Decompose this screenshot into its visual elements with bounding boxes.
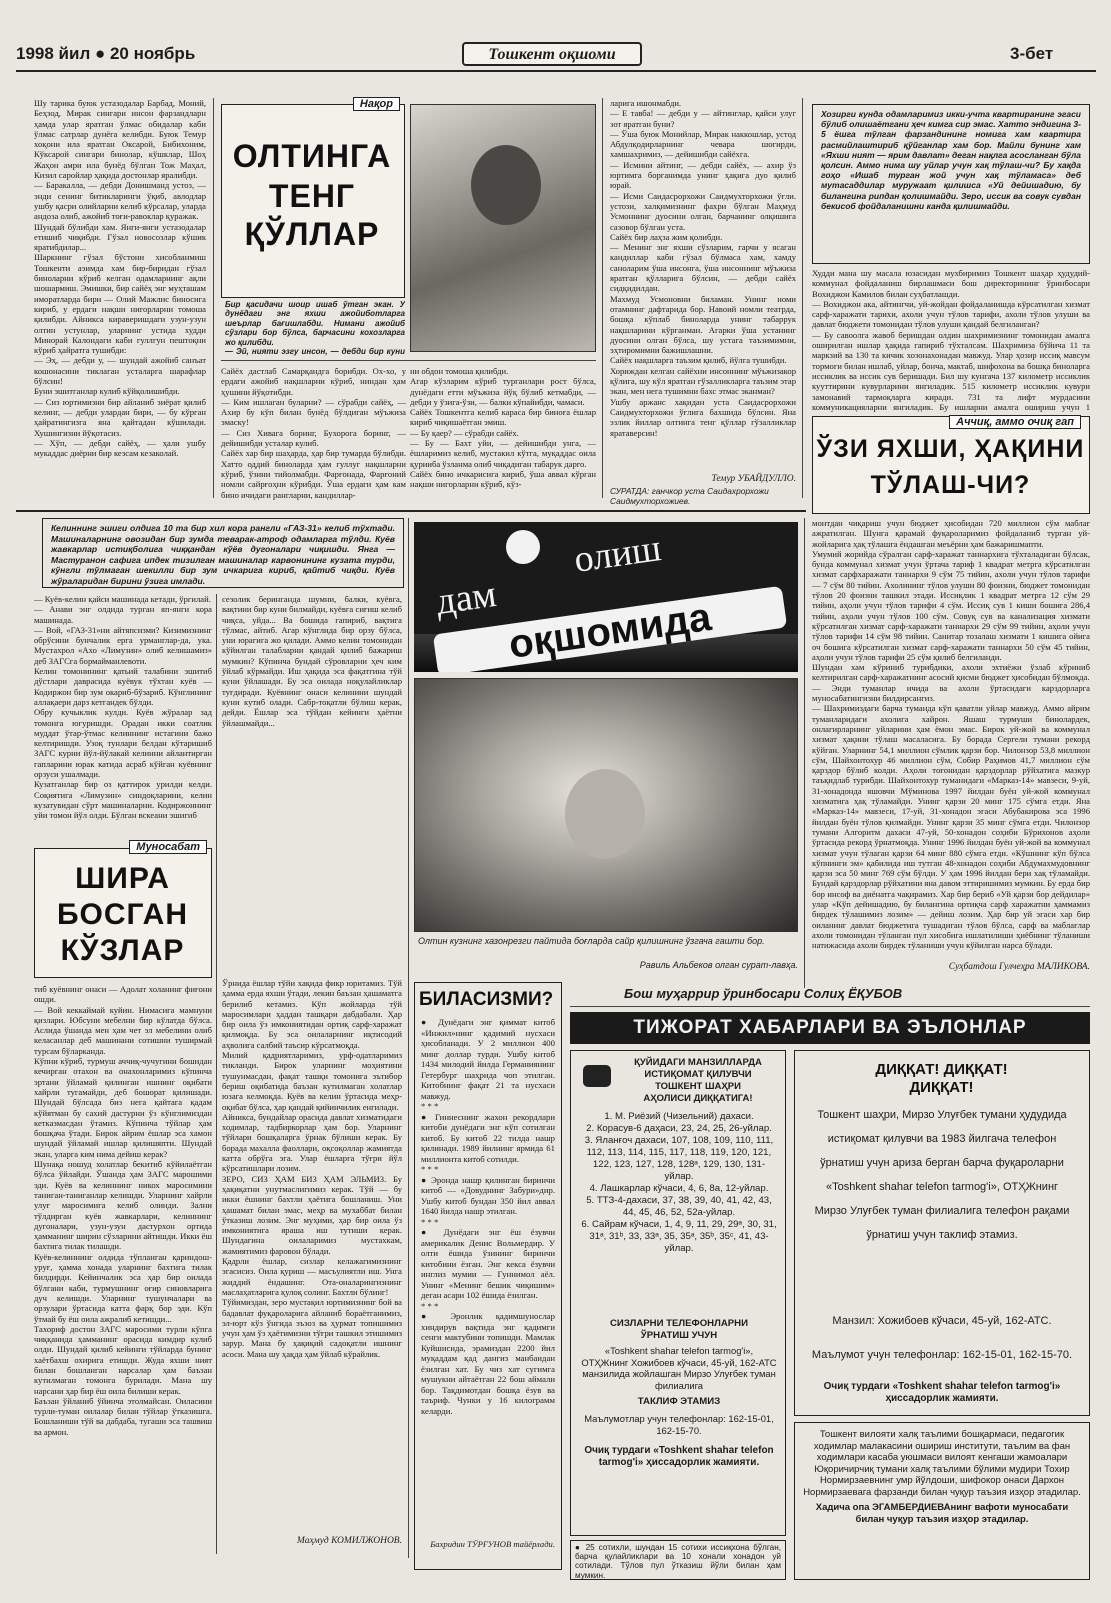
olt-title-line2: ТЕНГ ҚЎЛЛАР bbox=[244, 178, 380, 252]
banner-word1: дам bbox=[433, 573, 499, 623]
condolence-name: Хадича опа ЭГАМБЕРДИЕВАнинг вафоти муносабати билан чуқур таъзия изҳор этадилар. bbox=[815, 1502, 1069, 1525]
shira-col1-top: — Куёв-келин қайси машинада кетади, ўргилай. — Анави энг олдида турган яп-янги кора машинада. — Вой, «ГАЗ-31»ни айтяпсизми? Кизимизнинг обрўсини бунчалик ерга урманглар-да, ука. Мустахрол «Ахо «Лимузин» олиб келишамиз» деб ЗАГСга бормайманлевоти. Келин томонининг қатьий талабини эшитиб дўстлари давраcида куёвук тўхтан куёв — Кодиржон бир зум окариб-бўзариб. Кўнглининг аллақаери дарз кетгандек бўлди. Обру кучыклик кулди. Куёв жўралар зад томонга югуришди. Орадан икки соатлик муддат ўтар-ўтмас келиннинг истагини бажо келтиришди. Узоқ тунлари белдан кўтаришиб ЗАГС курни йўл-йўлакай келинни айлантирган гапларини юрак катида асраб кўйган куёвнинг орзуси ушалмади. Кузатганлар бир оз қаттирок урилди келди. Соқиятига «Лимузин» синдоқларини, келин кузатувидан сўрт машиналарни. Кодиржоннинг уйи томон йўл олди. Бўлган вскеани эшигиб bbox=[34, 594, 212, 821]
photo-caption: СУРАТДА: ганчкор уста Саидахрорхожи Саидмухторхожиев. bbox=[610, 486, 769, 506]
moon-icon bbox=[506, 530, 540, 564]
author-sign: Темур УБАЙДУЛЛО. bbox=[711, 474, 796, 484]
condolence-notice bbox=[794, 1422, 1090, 1580]
col-rule bbox=[602, 98, 603, 498]
bilasizmi-title: БИЛАСИЗМИ? bbox=[419, 989, 554, 1010]
condolence-text: Тошкент вилояти халқ таълими бошқармаси, педагогик ходимлар малакасини ошириш институти, таълим ва фан ходимлари касаба уюшмаси вилоят кенгаши жамоалари Юқоричирчиқ тумани халқ таълими бўлими мудири Тохир Нормирзаевнинг умр йўлдоши, шифокор онаси Дархон Нормирзаевага фарзанди билан чуқур таъзия изҳор этадилар. bbox=[803, 1429, 1081, 1498]
ad2-title2: ДИҚҚАТ! bbox=[909, 1079, 974, 1096]
ad1-heading1: ҚУЙИДАГИ МАНЗИЛЛАРДА bbox=[634, 1057, 762, 1068]
issue-date: 1998 йил ● 20 ноябрь bbox=[16, 44, 196, 63]
intro-box: Хозирги кунда одамларимиз икки-учта квартиранинг эгаси бўлиб олишаётгани ҳеч кимга сир эмас. Хатто эндигина 3-5 ёшга тўлган фарзандининг номига хам квартира расмийлаштириб қўйганлар хам бор. Майли бунинг хам «Яхши ният — ярим давлат» деган нақлга асосланган бўла қолсин. Аммо нима шу уйлар учун хақ тўлаш-чи? Бу хақда гоҳо «Ишаб турган жой учун хақ тўламаса» деб мутасаддилар муружаат қилишса «Уй дейишадию, бу билангина рипдан қолишмайди. Зеро, иссик ва совук сувдан бекисоб фойдаланишни канда қилишмайди. bbox=[812, 104, 1090, 264]
section-tag: Муносабат bbox=[129, 840, 207, 854]
olt-title-line1: ОЛТИНГА bbox=[232, 138, 392, 174]
ad2-phones: Маълумот учун телефонлар: 162-15-01, 162-15-70. bbox=[811, 1349, 1073, 1361]
article-col2: Сайёх дастлаб Самарқандга борибди. Ох-хо, у ердаги ажойиб нақшларни кўриб, ниндан ҳам ҳушини йўқотибди. — Ким ишлаган буларни? — сўрабди сайёҳ, — Ахир бу кўп билан бунёд бўлдиган мўъжиза эмаску! — Сиз Хивага боринг, Бухорога боринг, — дейишибди усталар кулиб. Сайёх хар бир шаҳарда, ҳар бир тумарда бўлибди. Хатто оддий биноларда ҳам гуллуг нақшларни кўриб, ўзини тийолмабди. Фарғонада, Фарғоний номли сайрғоҳни кўрибди. Ўша ердаги ҳам кам бино ичидаги рангларни, кандиллар- bbox=[221, 366, 406, 500]
editor-line: Бош муҳаррир ўринбосари Солиҳ ЁҚУБОВ bbox=[624, 986, 903, 1001]
header-rule bbox=[16, 70, 1096, 72]
banner-word2: олиш bbox=[571, 527, 664, 581]
col-rule bbox=[216, 594, 217, 1554]
olt-photo bbox=[410, 104, 596, 352]
bilasizmi-box bbox=[414, 982, 562, 1570]
author-sign: Суҳбатдош Гулчеҳра МАЛИКОВА. bbox=[948, 962, 1090, 972]
shira-title-box bbox=[34, 841, 212, 978]
ad1-heading6: ЎРНАТИШ УЧУН bbox=[640, 1330, 718, 1341]
ad2-body: Тошкент шаҳри, Мирзо Улуғбек тумани ҳудудида истиқомат қилувчи ва 1983 йилгача телефон ўрнатиш учун ариза берган барча фуқароларни «Toshkent shahar telefon tarmog'i», ОТҲЖнинг Мирзо Улуғбек туман филиалига телефон рақами ўрнатиш учун таклиф этамиз. bbox=[814, 1109, 1070, 1241]
achchiq-title-line2: ТЎЛАШ-ЧИ? bbox=[870, 471, 1031, 499]
telephone-icon bbox=[583, 1065, 611, 1087]
section-rule bbox=[221, 360, 596, 361]
ad1-heading2: ИСТИҚОМАТ ҚИЛУВЧИ bbox=[644, 1069, 752, 1080]
banner-word3: оқшомида bbox=[433, 586, 787, 672]
ad2-footer: Очиқ турдаги «Toshkent shahar telefon tarmog'i» ҳиссадорлик жамияти. bbox=[823, 1381, 1061, 1404]
section-rule bbox=[570, 1006, 1090, 1007]
author-sign: Маҳмуд КОМИЛЖОНОВ. bbox=[296, 1536, 402, 1546]
article-col4: ларига ишонмабди. — Е тавба! — дебди у — айтинглар, қайси улуг зот яратган буни? — Ўша буюк Монийлар, Мирак наккошлар, устод Абдулқодирларнинг чевара шогирди, хамшахримиз, — дейишибди сайёхга. — Исмини айтинг, — дебди сайёх, — ахир ўз юртимга борганимда унинг ҳақига дуо қилиб юрай. — Исми Саидасрорхожи Саидмухторхожи ўғли. устози, халқимизнинг фахри бўлган Маҳмуд Усмоннинг дуосини олган, барчанинг олқишига сазовор бўлган уста. Сайёх бир лаҳза жим қолибди. — Менинг энг яхши сўзларим, гарчи у ясаган кандиллар каби гўзал бўлмаса хам, хамду саноларим ўша инсонга, ўша инсоннинг мўъжиза яратган қўлларига бўлсин, — дебди сайёх сидқидилдан. Махмуд Усмоновни биламан. Унинг номи отамнинг дафтарида бор. Навоий номли театрда, бошқа кўплаб биноларда унинг табаррук нақшларини кўрганман. Агарки ўша устанинг дуосини олган бўлса, шу устага таъзимимни, эҳтиромимни бажишлашни. Сайёх нақшларга таъзим қилиб, йўлга тушибди. Хориждан келган сайёхни инсоннинг мўъжизакор қўлига, шу кўл яратган гўзалликларга таъзим этар экан, мен нега тушимни бахс этмас эканман? Ушбу аржанс хақидан уста Саидасрорхожи Саидмухторхожи ўғлига бахшида бўлсин. Яна эзлик йиллар олтинга тенг қўллар гўзалликлар яратаверсин! bbox=[610, 98, 796, 438]
article-col1: Шу тарика буюк устазодалар Барбад, Моний, Беҳзод, Мирак сингари инсон фарзандларн ҳамда улар яратган ўлмас обидалар каби ўлмас сатрлар дунёга келибди. Буюк Темур хоқони ила яратган Оксарой, Бибихоним, Кўксарой сингари бинолар, кўшклар, Шоҳ Жаҳон амри ила бунёд бўлган Тож Маҳал, Кизил саройлар ҳақида достонлар яралибди. — Баракалла, — дебди Донишманд устоз, — энди сенинг битикларинги ўқиб, авлодлар ушбу қасри олийларни келиб кўрсалар, уларда андоза олиб, ажойиб тоғи-равоклар қуражак. Шундай бўлибди хам. Янги-янги устазодалар етишиб чиқибди. Гўзал новосозлар кўшик яратибдилар... Шаркнинг гўзал бўстони хисобланмиш Тошкенти аэимда хам бир-биридан гўзал биноларни кўриб келган одамларнинг ақли шошармиш. Эмишки, бир сайёҳ энг муҳташам иморатларда бири — Олий Мажлис биносига кириб, у ердаги нақши нигорларни томоша қилибди. Айникса кираверишдаги узун-узун олтин устунлар, уларнинг устида худди Минорай Калондаги каби гуллгун пештоқни кўриб ҳайратга тушибди: — Эҳ, — дебди у, — шундай ажойиб санъат кошонасини тиклаган усталарга шарафлар бўлсин! Буни эшитганлар кулиб кўйқолишибди. — Сиз юртимизни бир айланиб зиёрат қилиб келинг, — дебди улардан бири, — бу кўрган ҳайратингизга яна қайтадан кўшилади. Хушингизни йўқотасиз. — Хўп, — дебди сайёҳ, — ҳали ушбу мукаддас диёрни бир кезсам кезаколай. bbox=[34, 98, 206, 459]
col-rule bbox=[408, 518, 409, 1558]
ad1-heading3: ТОШКЕНТ ШАҲРИ bbox=[655, 1081, 741, 1092]
ad1-invite: ТАКЛИФ ЭТАМИЗ bbox=[637, 1396, 721, 1407]
shira-title-line2: БОСГАН bbox=[56, 898, 188, 931]
olt-title-box bbox=[221, 98, 405, 298]
shira-col2-top: сезолик беринганда шумни, балки, куёвга, вақтини бир куни билмайди, куёвга сиғиш келиб чиқса, уйда... Ва бошида гапириб, вақтига тўлмас, айтиб. Агар кўнглида бир орзу бўлса, уни юрагига жо қилади. Аммо келин томонидан кўйилган талабларни қандай қилиб бажариш мумкин? Кўпинча бундай сўровларни ҳеч ким ўйлаб кўрмайди. Иш ҳақида эса фақатгина тўй куни ўйлашади. Бу эса оилада ноқулайликлар туғдиради. Куёвнинг онаси келинини шундай куни кутиб олади. Сабр-тоқатли бўлиш керак, дейди. Ёшлар эса тўйдан кейинги ҳаётни ўйлашмайди... bbox=[222, 594, 402, 728]
col-rule bbox=[804, 518, 805, 988]
ad1-body: «Toshkent shahar telefon tarmog'i», ОТҲЖнинг Хожибоев кўчаси, 45-уй, 162-АТС манзилида жойлашган Мирзо Улуғбек туман филиалига bbox=[581, 1345, 777, 1391]
shira-title-line1: ШИРА bbox=[75, 862, 170, 895]
masthead-logo: Тошкент оқшоми bbox=[462, 42, 642, 66]
ad2-address: Манзил: Хожибоев кўчаси, 45-уй, 162-АТС. bbox=[832, 1315, 1052, 1327]
shira-col1-bottom: тиб куёвнинг онаси — Адолат холанинг фиғони ошди. — Вой кеккаймай куйин. Нимасига мамнуни қизлари. Юбсуни мебелни бир кўлатда бўлса. Аслида ўшанда мен ҳам чет эл мебелини олиб келасанлар деб машинани сотишни туширмай турсам бўларканда. Кўпни кўриб, турмуш аччиқ-чучугини бошидан кечирган отахон ва онахонларимиз кўпинча эртани ўйламай қилинган ишнинг оқибати хайрли тугамайди, деб бошорат қилишади. Шундай бўлсада биз нега қайтага қадам кўйятман бу сахий дастурни ўз кўнглимиздан кетказмасдан ўтамиз. Кўпинча тўйлар ҳам бошқача ўтади. Бирок айрим ёшлар эса хамон шундай ўйламай ишлар қилишяпти. Шундай экан, уларга ким нима дейиш керак? Шунақа ношуд холатлар бекитиб кўйилаётган бўлса ўйлайди. Ўшанда ҳам ЗАГС марошими эди. Куёв ва келиннинг никох маросимини таниган-таниганлар келишди. Уларнинг хайрли улуғ маросимига келиб олинди. Зални тўлдирган куёв жавкарлари, келиннинг дугоналари, узун-узун дастурхон ортида ҳамманинг ширин сўзларини айтишди. Икки ёш бахтига тилак тилашди. Куёв-келиннинг олдида тўпланган қариндош-уруғ, ҳамма хонада уларнинг бахтига тилак билдирди. Кейинчалик эса ҳар бир оилада бўлгани каби, турмушнинг оғир синовларига дуч келишди. Уларнинг тушунчалари ва орзулари ўртасида катта фарқ бор эди. Кўп ўтмай бу ёш оила ажралиб кетишди... Тахориф достон ЗАГС маросими турли кўпга чиққанида ҳамманинг орасида кимдир кулиб олди. Шундай қилиб кейинги тўйларда бунинг хаётбахш охирига етишди. Жуда яхши ният билан бошланган нарсалар ҳам баъзан кутилмаган томонга бурилади. Мана шу нарсани ҳар бир ёш оила билиши керак. Баъзан ўйланиб ўйинча этолмайсан. Оиласини турли-туман оилалар билан тўйлар ўтказишга. Бошланиши тўй ва дабдаба, тугаши эса ташвиш ва армон. bbox=[34, 984, 212, 1437]
ad1-footer: Очиқ турдаги «Toshkent shahar telefon tarmog'i» ҳиссадорлик жамияти. bbox=[584, 1445, 774, 1468]
portrait-figure bbox=[471, 145, 541, 225]
section-tag: Аччиқ, аммо очиқ гап bbox=[949, 415, 1081, 429]
bilasizmi-text: ● Дунёдаги энг қиммат китоб «Инжил»нинг қадимий нусхаси ҳисобланади. У 2 миллион 400 минг доллар турди. Ушбу китоб 1434 милодий йилда Германиянинг Гетербург шаҳрида чоп этилган. Китобнинг фақат 21 та нусхаси мавжуд. * * * ● Гиннеснинг жахон рекордлари китоби дунёдаги энг кўп сотилган китоб. Бу китоб 22 тилда нашр қилинади. 1989 йилнинг ярмида 61 миллионта китоб сотилди. * * * ● Эронда нашр қилинган биринчи китоб — «Довуднинг Забури»дир. Ушбу китоб бундан 350 йил аввал 1640 йилда нашр этилган. * * * ● Дунёдаги энг ёш ёзувчи америкалик Денис Вольмердир. У олти ёшида ўзининг биринчи китобини ёзган. Энг кекса ёзувчи инглиз мумии — Гуннимол аёл. Унинг «Менинг бешик чиқишим» деган асари 102 ёшида ёзилган. * * * ● Эронлик қадимшунослар хиндирув вақтида энг қадимги сенги мактубини топишди. Мамлак Куйшисида, эрамиздан 2200 йил муқаддам қад дангиз манбаидан ёзилган хат. Бу чиз хат сугимга мушукни айтаётган 22 бош аймали бор. Тақдимотдан бошқа ёзув ва таъриф. Чунки у 16 килограмм келарди. bbox=[421, 1017, 555, 1416]
ad2-title1: ДИҚҚАТ! ДИҚҚАТ! bbox=[875, 1061, 1008, 1078]
photo-credit: Равиль Альбеков олган сурат-лавҳа. bbox=[639, 960, 798, 970]
dam-olish-banner bbox=[414, 522, 798, 672]
autumn-park-photo bbox=[414, 678, 798, 932]
ads-banner: ТИЖОРАТ ХАБАРЛАРИ ВА ЭЪЛОНЛАР bbox=[570, 1012, 1090, 1044]
achchiq-title-line1: ЎЗИ ЯХШИ, ҲАҚИНИ bbox=[816, 435, 1085, 463]
section-tag: Нақор bbox=[353, 97, 400, 111]
page-number: 3-бет bbox=[1010, 44, 1054, 63]
article-right-mid: монтдан чиқариш учун бюджет ҳисобидан 720 миллион сўм маблағ ажратилган. Шунга қарамай фуқароларимиз фойдаланиб турган уй-жойларига ҳақ тўлашга ёндашган меъёрни ҳам бажаришмапти. Умумий жорийда сўралган сарф-харажат таннархига тўхталадиган бўлсак, бунда коммунал хизмат учун ўртача тариф 1 квадрат метрга кўрсатилган хизмат сарфхаражати таннархи 9 сўм 75 тийин, ахоли учун тўлов тарифи — 7 сўм 80 тийин. Ахолининг тўлов улуши 80 фоизни, бюджет томонидан тўлов 20 фоизни ташкил этади. Иссиқлик 1 квадрат метрга 12 сўм 29 тийин, аҳоли учун тўлов тарифи 4 сўм. Иссиқ сув 1 киши бошига 286,4 тийин, аҳоли учун тўлов 100 сўм. Совуқ сув ва канализация хизмати кўрсатилган хизмат сарф-харажати таннархи 29 сўм 99 тийин, аҳоли учун тўлов тарифи 14 сўм 98 тийин. Санитар тозалаш хизмати 1 кишига ойига оч бошига кўрсатилган хизмат сарф-харажати таннархи 50 сўм 45 тийин, аҳоли учун тўлов тарифи 25 сўм қилиб белгиланди. Шундан хам кўриниб турибдики, ахоли эхтиёжи ўзлаб кўриниб келтирилган сарф-харажатнинг асосий қисми бюджет ҳисобидан бўлмоқда. — Энди туманлар ичида ва ахоли ўртасидаги карздорларга муносабатингизни билдирсангиз. — Шахримиздаги барча туманда кўп қаватли уйлар мавжуд. Аммо айрим туманларидаги ахолига хайрон. Яшаш турмуши бинолардек, онлагирларнинг уйларини ҳам ёмон эмас. Бирок уй-жой ва коммунал хизмат ҳақини тўлаш масаласига. Бу борада Сергели тумани рекорд кўйган. Уларнинг 54,1 миллион сўмлик қарзи бор. Чилонзор 53,8 миллион сўм, Шайхонтохур 46 миллион сўм, Собир Раҳимов 41,7 миллион сўм қарздор бўлиб колди. Аҳоли тоғонидан қарздорлар рўйхатига мазкур таъқидлаб турибди. Шайхонтохур туманидаги «Марказ-14» мавзеси, 9-уй, 31-хонадонда яшовчи Мўминова 1997 йилдан буён уй-жой коммунал хизматига ҳақ тўламайди. Унинг қарзи 20 минг 175 сўмга етди. Яна «Марказ-14» мавзеси, 17-уй, 31-хонадон эгаси Абубакирова эса 1996 йилдан буён тўлов қилмайди. Унинг қарзи 35 минг сўмга етди. Чилонзор тумани Алгоритм дахаси 47-уй, 50-хонадон соҳиби Бўрихонов аҳоли ўртасида рекорд ўрнатмоқда. Унинг 1996 йилдан буён уй-жой ва коммунал хизмат учун тўлаган қарзи 64 минг 880 сўмга етди. «Кўшнинг кўп бўлса кўпнинги эм» қабилида иш тутган 48-хонадон соҳиби Абдумахмудовнинг қарзи эса 50 минг 769 сўм бўлди. У ҳам 1996 йилдан бери хақ тўламайди. Бундай қарздорлар рўйхатини яна давом эттиришимиз мумкин. Бу ерда бир бор инсоф ва диёнатга чақирамиз. Хар бир бериб «Уй қарзи бор дейдилар» улар «Кўп дейишадию, бу билангина ортиқча сарф харажатни ҳаммамиз бирдек тўлашимиз лозим» — дейиш лозим. Ҳар бир уй эгаси хар бир оиланинг давлат бюджетига тушадиган тўлов бўлса, сарф ва маблағлар ахоли томонидан тўланган пул хисобига ишлатилиши ҳиёбнинг тўланиши натижасида ахоли бирдек тўланиши учун кўйилган нарса бўлади. bbox=[812, 518, 1090, 951]
gaz-intro-box: Келиннинг эшиги олдига 10 та бир хил кора рангли «ГАЗ-31» келиб тўхтади. Машиналарнинг овозидан бир зумда теварак-атроф одамларга тўлди. Куёв жавкарлар истиқболига чиққандан кўёв дугоналари чиқишди. Янга — Мастуранон сафига ипдек тизилган машиналар карвонининг кузата турди, кўнгли тўлмаган шекилли бир зум ичкарига кириб, қайтиб чиқди. Куёв жўраларидан бирини ўзига имлади. bbox=[42, 518, 404, 588]
shira-title-line3: КЎЗЛАР bbox=[60, 934, 185, 967]
ad1-heading5: СИЗЛАРНИ ТЕЛЕФОНЛАРНИ bbox=[610, 1318, 748, 1329]
col-rule bbox=[213, 98, 214, 498]
author-sign: Бахридин ТЎРҒУНОВ тайёрлади. bbox=[430, 1539, 555, 1549]
sale-ad: ● 25 сотихли, шундан 15 сотихи иссиқхона бўлган, барча қулайликлари ва 10 хонали хонадон уй сотилади. Тўлов пул ўтказиш йўли билан ҳам мумкин. bbox=[570, 1540, 786, 1580]
ad1-heading4: АҲОЛИСИ ДИҚҚАТИГА! bbox=[643, 1093, 753, 1104]
achchiq-title-box bbox=[812, 416, 1090, 514]
article-col3: ни обдон томоша қилибди. Агар кўзларим кўриб турганлари рост бўлса, дунёдаги етти мўъжиза йўқ бўлиб кетмабди, — дебди у ўзига-ўзи, — балки кўпайибди, чамаси. Сайёх Тошкентга келиб караса бир биноға ёшлар кириб чиқишаётган эмиш. — Бу қаер? — сўрабди сайёх. — Бу — Бахт уйи, — дейишибди унга, — ёшларимиз келиб, мустакил кўтга, муқаддас оила қурииба ўзланма олиб чиқадиган табарук дарго. Сайёх бино ичкарисига кириб, ўша аввал кўрган нақши нигорларни кўриб, кўз- bbox=[410, 366, 596, 490]
shira-col2-bottom: Ўрнида ёшлар тўйи хақида фикр юритамиз. Тўй ҳамма ерда яхши ўтади, лекин баъзан ҳашаматга берилиб кетамиз. Кўп жойларда тўй маросимлари ҳаддан ташқари дабдабали. Ҳар бир оила ўз имкониятидан ортиқ сарф-харажат қилмоқда. Бу эса оилаларнинг иқтисодий аҳволига салбий таъсир кўрсатмоқда. Милий қадриятларимиз, урф-одатларимиз тикланди. Бирок уларнинг моҳиятини тушунмасдан, фақат ташқи томонига эътибор бериш оқибатида баъзан кутилмаган холатлар юзага келмоқда. Куёв ва келин ўртасида меҳр-оқибат бўлса, ҳар қандай қийинчилик енгилади. Айникса, бундайлар орасида давлат хизматидаги ходимлар, тадбиркорлар ҳам бор. Уларнинг тўйлари бошқаларга ўрнак бўлиши керак. Бу борада махалла фаоллари, оқсоқоллар жамиятда катта обрўга эга. Улар ёшларга тўғри йўл кўрсатишлари лозим. ЗЕРО, СИЗ ҲАМ БИЗ ҲАМ ЭЛЬМИЗ. Бу ҳақиқатни унутмаслигимиз керак. Тўй — бу икки ёшнинг бахтли ҳаётига бошланиш. Уни ҳашамат билан эмас, меҳр ва мухаббат билан ўтказиш лозим. Энг муҳими, ҳар бир оила ўз имкониятига яраша иш тутиши керак. Шундагина оилаларимиз мустахкам, жамиятимиз фаровон бўлади. Қадрли ёшлар, сизлар келажагимизнинг эгасисиз. Оила қуриш — масъулиятли иш. Унга жиддий ёндашинг. Ота-оналарингизнинг маслаҳатларига қулоқ солинг. Бахтли бўлинг! Тўйимиздан, зеро мустақил юртимизнинг бой ва бадавлат фуқароларига айланиб бораётганимиз, эл-юрт кўз ўнгида эъзоз ва ҳурмат топишимиз учун ҳам ўз ҳаётимизни тўғри ташкил этишимиз зарур. Мана бу ҳақиқий садоқатли ишнинг асоси. Мана шу ҳақда ҳам ўйлаб кўрайлик. bbox=[222, 978, 402, 1359]
article-right-top: Худди мана шу масала юзасидан мухбиримиз Тошкент шаҳар ҳудудий-коммунал фойдаланиш бирлашмаси бош директорининг ўринбосари Вохиджон Камилов билан суҳбатлашди. — Вохиджон ака, айтингчи, уй-жойдан фойдаланишда кўрсатилган хизмат сарф-харажати тарихи, ахоли учун тўлов тарифи, ахоли тўлов улуши ва давлат бюджети томонидан тўлов улуши қандай белгиланган? — Бу савоолга жавоб беришдан олдин шахримизнинг томонидан амалга оширилган ишлар ҳақида гапириб тўхталсам. Шахримиза бўйича 11 та маркзий ва 130 та кичик хозонахонадан мавжуд. Улар ҳозир иссиқ мавсум тормоги билан ишлаб, уйлар, бонча, мактаб, шифохона ва бошқа биноларга иссиклик ва иссик сув беришади. Бил шу кунгача 137 километр иссиклик кууттирини кувурларини янгиладик. 515 километр иссиклик кувури замонавий тармоқларга киради. 731 та лифт мурдасини коммуникацияларни янгиладик. Бу ишларни амалга ошириш учун 1 bbox=[812, 268, 1090, 412]
ad1-phones: Маълумотлар учун телефонлар: 162-15-01, 162-15-70. bbox=[584, 1413, 774, 1436]
photo-caption: Олтин кузнинг хазонрезги пайтида боғларда сайр қилишнинг ўзгача гашти бор. bbox=[418, 936, 765, 946]
ad1-address-list: 1. М. Риёзий (Чизельний) дахаси. 2. Корасув-6 даҳаси, 23, 24, 25, 26-уйлар. 3. Яланғоч дахаси, 107, 108, 109, 110, 111, 112, 113, 114, 115, 117, 118, 119, 120, 121, 122, 123, 127, 128, 128ᵃ, 129, 130, 131-уйлар. 4. Лашкарлар кўчаси, 4, 6, 8а, 12-уйлар. 5. ТТЗ-4-дахаси, 37, 38, 39, 40, 41, 42, 43, 44, 45, 46, 52, 52а-уйлар. 6. Сайрам кўчаси, 1, 4, 9, 11, 29, 29ᵃ, 30, 31, 31ᵃ, 31ᵇ, 33, 33ᵃ, 35, 35ᵃ, 35ᵇ, 35ᶜ, 41, 43-уйлар. bbox=[581, 1111, 777, 1254]
olt-caption: Бир қасидачи шоир ишаб ўтган экан. У дунёдаги энг яхши ажойиботларга шеърлар бағишлабди. Нимани ажойиб сўзлари бор бўлса, барчасини кохозларга жо қилибди. — Эй, нияти эзгу инсон, — дебди бир куни bbox=[225, 300, 405, 356]
telephone-ad bbox=[570, 1050, 786, 1536]
section-rule bbox=[16, 510, 806, 512]
smiling-person bbox=[565, 769, 645, 859]
col-rule bbox=[802, 98, 803, 498]
attention-ad bbox=[794, 1050, 1090, 1416]
